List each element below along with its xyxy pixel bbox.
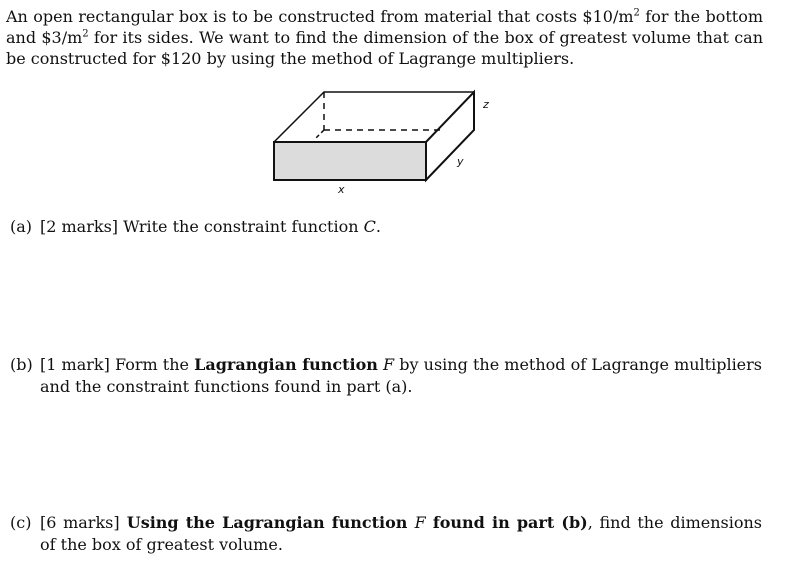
question-c-marks: [6 marks] — [40, 513, 120, 532]
question-c-variable: F — [414, 513, 426, 532]
intro-superscript-2: 2 — [82, 28, 89, 40]
intro-text-1: An open rectangular box is to be constructed from material that costs $10/m — [6, 7, 634, 26]
intro-text-2: for the bottom and $3/m — [6, 7, 763, 47]
question-b-text-3: by using the method of Lagrange multipliers and the constraint functions found in part (a). — [40, 355, 763, 396]
intro-text-3: for its sides. We want to find the dimension of the box of greatest volume that can be constructed for $120 by using the method of Lagrange multipliers. — [6, 28, 764, 68]
box-front-face — [274, 142, 426, 180]
question-b-bold: Lagrangian function — [194, 355, 378, 374]
question-b-label: (b) — [10, 355, 33, 374]
question-b-body — [40, 354, 762, 398]
question-a-text: Write the constraint function — [118, 217, 364, 236]
question-b-marks: [1 mark] — [40, 355, 110, 374]
label-y: y — [457, 155, 464, 168]
open-box-diagram — [268, 85, 498, 200]
question-b-variable: F — [383, 355, 395, 374]
question-a-end: . — [375, 217, 381, 236]
box-right-face — [426, 92, 474, 180]
question-c-label: (c) — [10, 513, 32, 532]
hidden-edge-diagonal — [316, 130, 324, 138]
label-z: z — [483, 98, 489, 111]
question-a-label: (a) — [10, 217, 33, 236]
question-a — [10, 216, 762, 238]
question-a-body — [40, 216, 762, 238]
question-c-body — [40, 512, 762, 556]
question-c-text: , find the dimensions of the box of greatest volume. — [40, 513, 763, 554]
question-c-bold-2: found in part (b) — [425, 513, 588, 532]
problem-statement — [6, 6, 763, 69]
question-b — [10, 354, 762, 398]
question-b-text-1: Form the — [109, 355, 195, 374]
question-c — [10, 512, 762, 556]
question-c-bold-1: Using the Lagrangian function — [119, 513, 415, 532]
question-a-variable: C — [363, 217, 376, 236]
intro-superscript-1: 2 — [633, 7, 640, 19]
label-x: x — [338, 183, 345, 196]
question-a-marks: [2 marks] — [40, 217, 119, 236]
